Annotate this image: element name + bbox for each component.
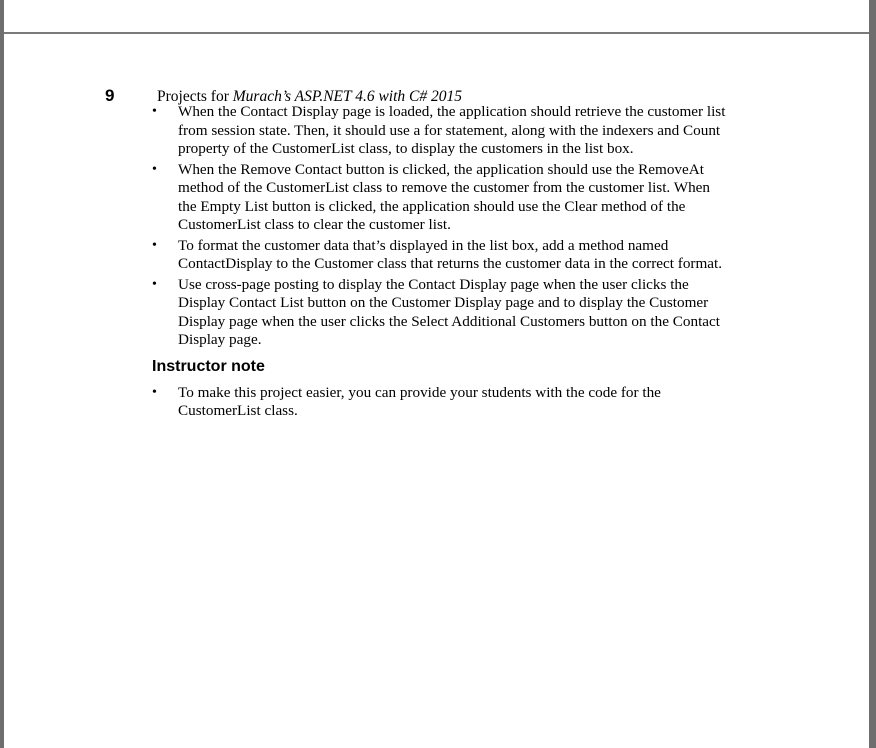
list-item-text: When the Contact Display page is loaded, the application should retrieve the customer list from session state. Then, it should use a for statement, along with the indexers and Count property of the CustomerList class, to display the customers in the list box. [178, 103, 726, 157]
bullet-icon: • [152, 161, 157, 177]
instructor-note-list [152, 384, 732, 421]
list-item-text: To format the customer data that’s displayed in the list box, add a method named ContactDisplay to the Customer class that returns the customer data in the correct format. [178, 236, 723, 272]
list-item [152, 276, 732, 350]
header-prefix: Projects for [157, 88, 233, 105]
page-content [152, 103, 732, 423]
bullet-icon: • [152, 276, 157, 292]
viewer-right-edge [869, 0, 876, 748]
bullet-icon: • [152, 237, 157, 253]
instructor-note-heading: Instructor note [152, 357, 265, 375]
list-item [152, 384, 732, 421]
list-item [152, 237, 732, 274]
list-item [152, 103, 732, 159]
list-item-text: To make this project easier, you can provide your students with the code for the CustomerList class. [178, 383, 661, 419]
bullet-icon: • [152, 104, 157, 119]
list-item-text: When the Remove Contact button is clicked, the application should use the RemoveAt method of the CustomerList class to remove the customer from the customer list. When the Empty List button is clicked, the application should use the Clear method of the CustomerList class to clear the customer list. [178, 160, 711, 233]
header-book-title: Murach’s ASP.NET 4.6 with C# 2015 [232, 88, 463, 105]
requirements-list [152, 103, 732, 350]
list-item [152, 161, 732, 235]
list-item-text: Use cross-page posting to display the Contact Display page when the user clicks the Display Contact List button on the Customer Display page and to display the Customer Display page when the user clicks the Select Additional Customers button on the Contact Display page. [178, 275, 721, 348]
previous-page-bottom [4, 0, 869, 34]
page-number: 9 [105, 86, 115, 105]
bullet-icon: • [152, 384, 157, 400]
